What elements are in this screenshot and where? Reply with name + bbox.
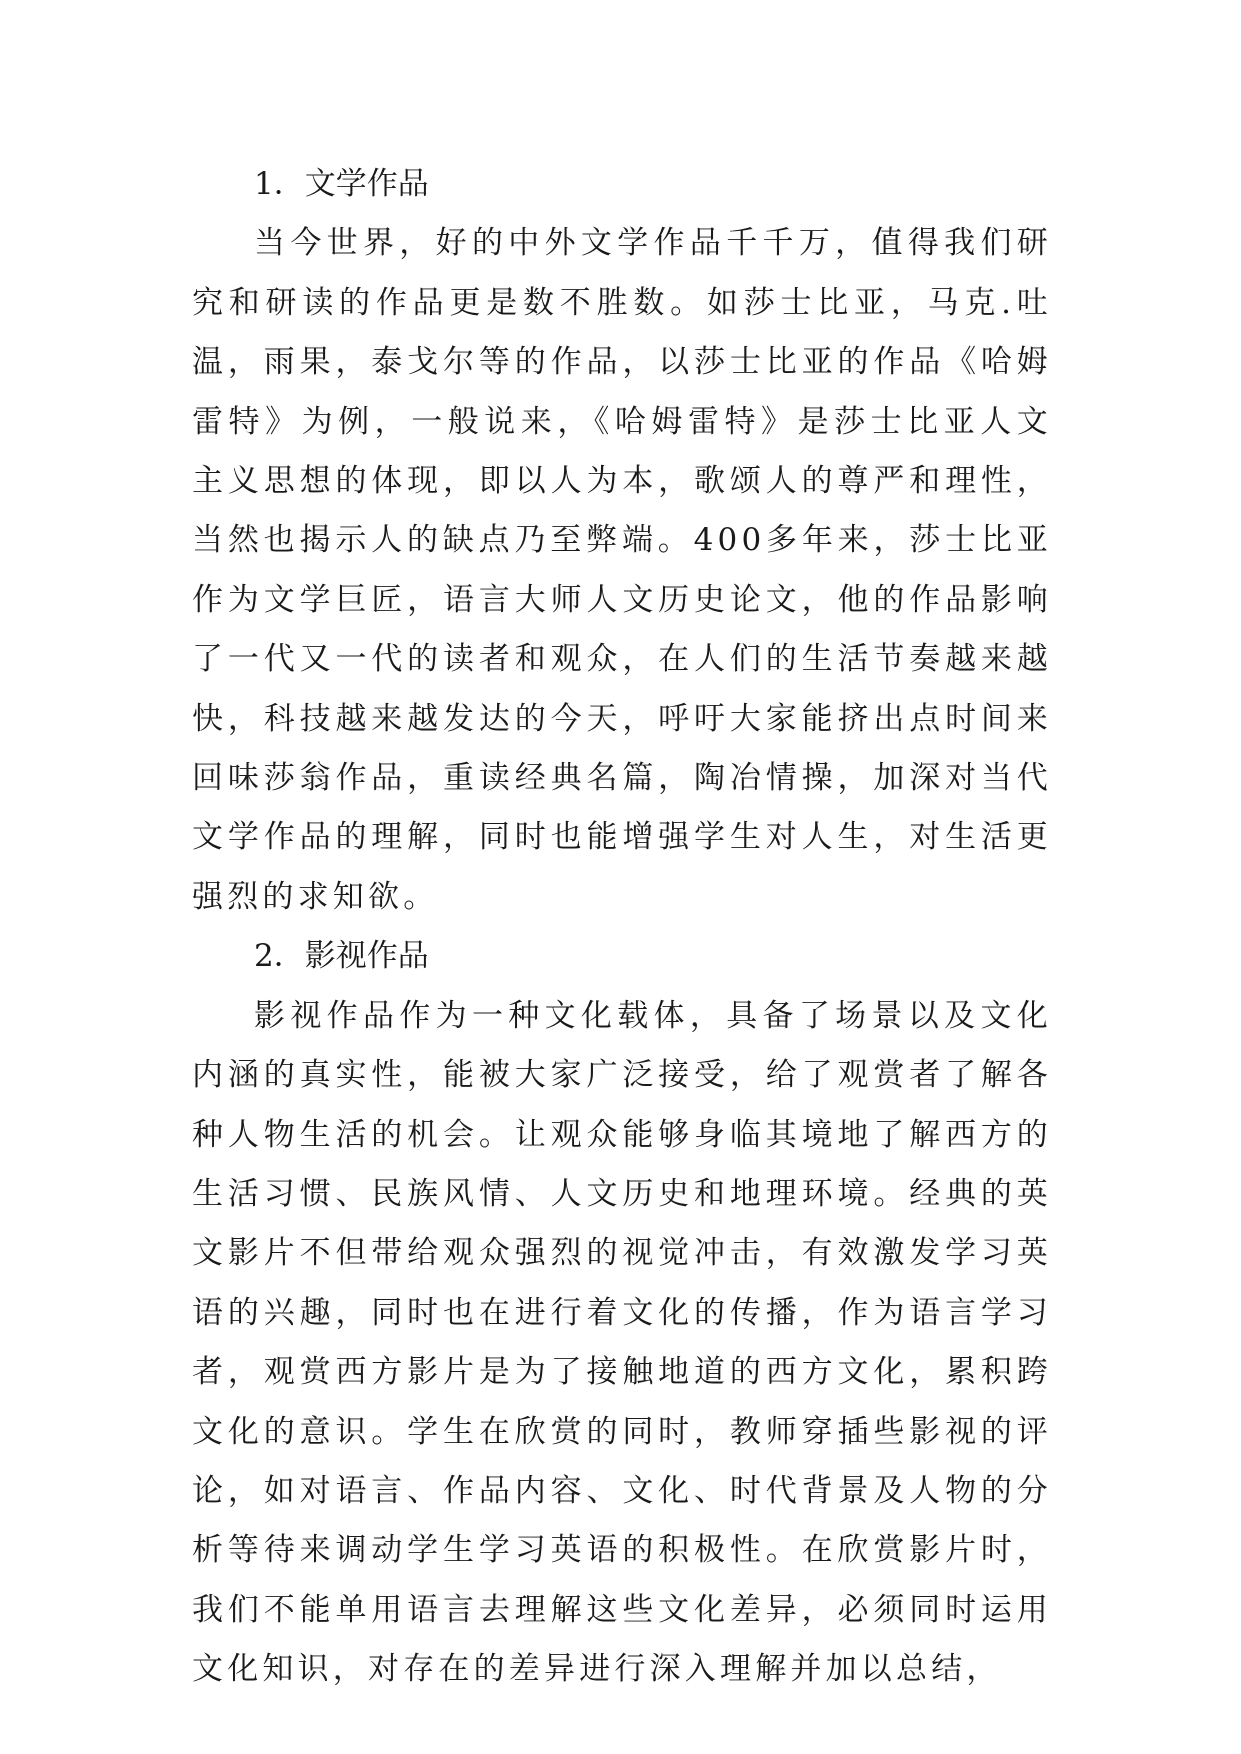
section-paragraph-literature: 当今世界，好的中外文学作品千千万，值得我们研究和研读的作品更是数不胜数。如莎士比亚，马克.吐温，雨果，泰戈尔等的作品，以莎士比亚的作品《哈姆雷特》为例，一般说来，《哈姆雷特》是莎士比亚人文主义思想的体现，即以人为本，歌颂人的尊严和理性，当然也揭示人的缺点乃至弊端。400多年来，莎士比亚作为文学巨匠，语言大师人文历史论文，他的作品影响了一代又一代的读者和观众，在人们的生活节奏越来越快，科技越来越发达的今天，呼吁大家能挤出点时间来回味莎翁作品，重读经典名篇，陶冶情操，加深对当代文学作品的理解，同时也能增强学生对人生，对生活更强烈的求知欲。 <box>192 225 1052 915</box>
document-body <box>192 155 1052 1700</box>
section-heading-literature: 1．文学作品 <box>254 166 429 202</box>
section-paragraph-film: 影视作品作为一种文化载体，具备了场景以及文化内涵的真实性，能被大家广泛接受，给了观赏者了解各种人物生活的机会。让观众能够身临其境地了解西方的生活习惯、民族风情、人文历史和地理环境。经典的英文影片不但带给观众强烈的视觉冲击，有效激发学习英语的兴趣，同时也在进行着文化的传播，作为语言学习者，观赏西方影片是为了接触地道的西方文化，累积跨文化的意识。学生在欣赏的同时，教师穿插些影视的评论，如对语言、作品内容、文化、时代背景及人物的分析等待来调动学生学习英语的积极性。在欣赏影片时，我们不能单用语言去理解这些文化差异，必须同时运用文化知识，对存在的差异进行深入理解并加以总结， <box>192 997 1052 1688</box>
section-heading-film: 2．影视作品 <box>254 938 429 975</box>
